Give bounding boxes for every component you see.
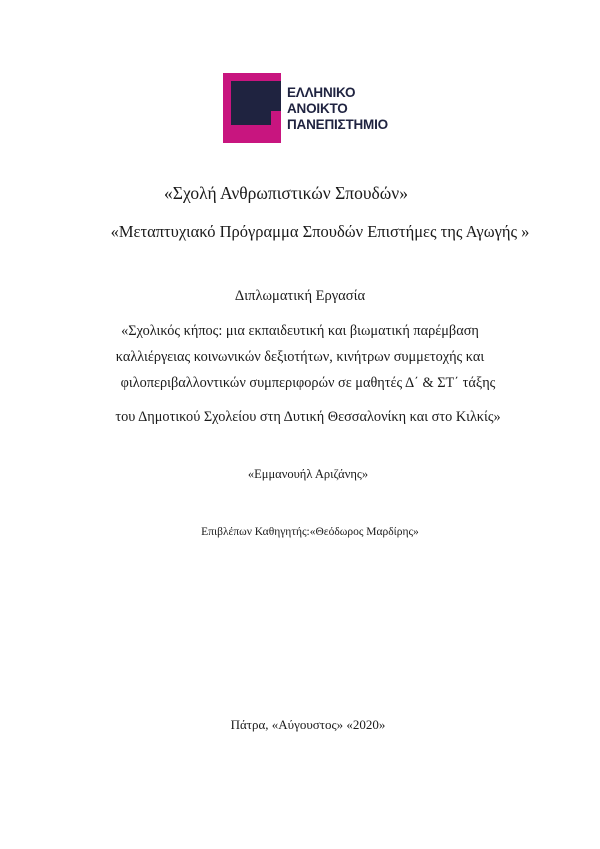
university-logo-mark-icon: [223, 73, 281, 143]
university-logo: [223, 73, 403, 143]
thesis-title-line: φιλοπεριβαλλοντικών συμπεριφορών σε μαθητές Δ΄ & ΣΤ΄ τάξης: [120, 375, 496, 391]
thesis-title-line: «Σχολικός κήπος: μια εκπαιδευτική και βιωματική παρέμβαση: [121, 323, 479, 339]
thesis-title-line: του Δημοτικού Σχολείου στη Δυτική Θεσσαλονίκη και στο Κιλκίς»: [115, 409, 501, 425]
school-name: «Σχολή Ανθρωπιστικών Σπουδών»: [164, 183, 408, 203]
logo-text-line-2: ΑΝΟΙΚΤΟ: [287, 101, 348, 116]
thesis-type: Διπλωματική Εργασία: [234, 288, 366, 304]
supervisor-name: Επιβλέπων Καθηγητής:«Θεόδωρος Μαρδίρης»: [201, 526, 419, 538]
university-logo-wordmark: [287, 85, 388, 133]
logo-text-line-3: ΠΑΝΕΠΙΣΤΗΜΙΟ: [287, 117, 388, 132]
author-name: «Εμμανουήλ Αριζάνης»: [247, 467, 369, 481]
place-and-date: Πάτρα, «Αύγουστος» «2020»: [230, 717, 386, 732]
logo-text-line-1: ΕΛΛΗΝΙΚΟ: [287, 85, 356, 100]
thesis-title-line: καλλιέργειας κοινωνικών δεξιοτήτων, κινήτρων συμμετοχής και: [115, 349, 485, 365]
program-name: «Μεταπτυχιακό Πρόγραμμα Σπουδών Επιστήμες της Αγωγής »: [110, 222, 530, 241]
